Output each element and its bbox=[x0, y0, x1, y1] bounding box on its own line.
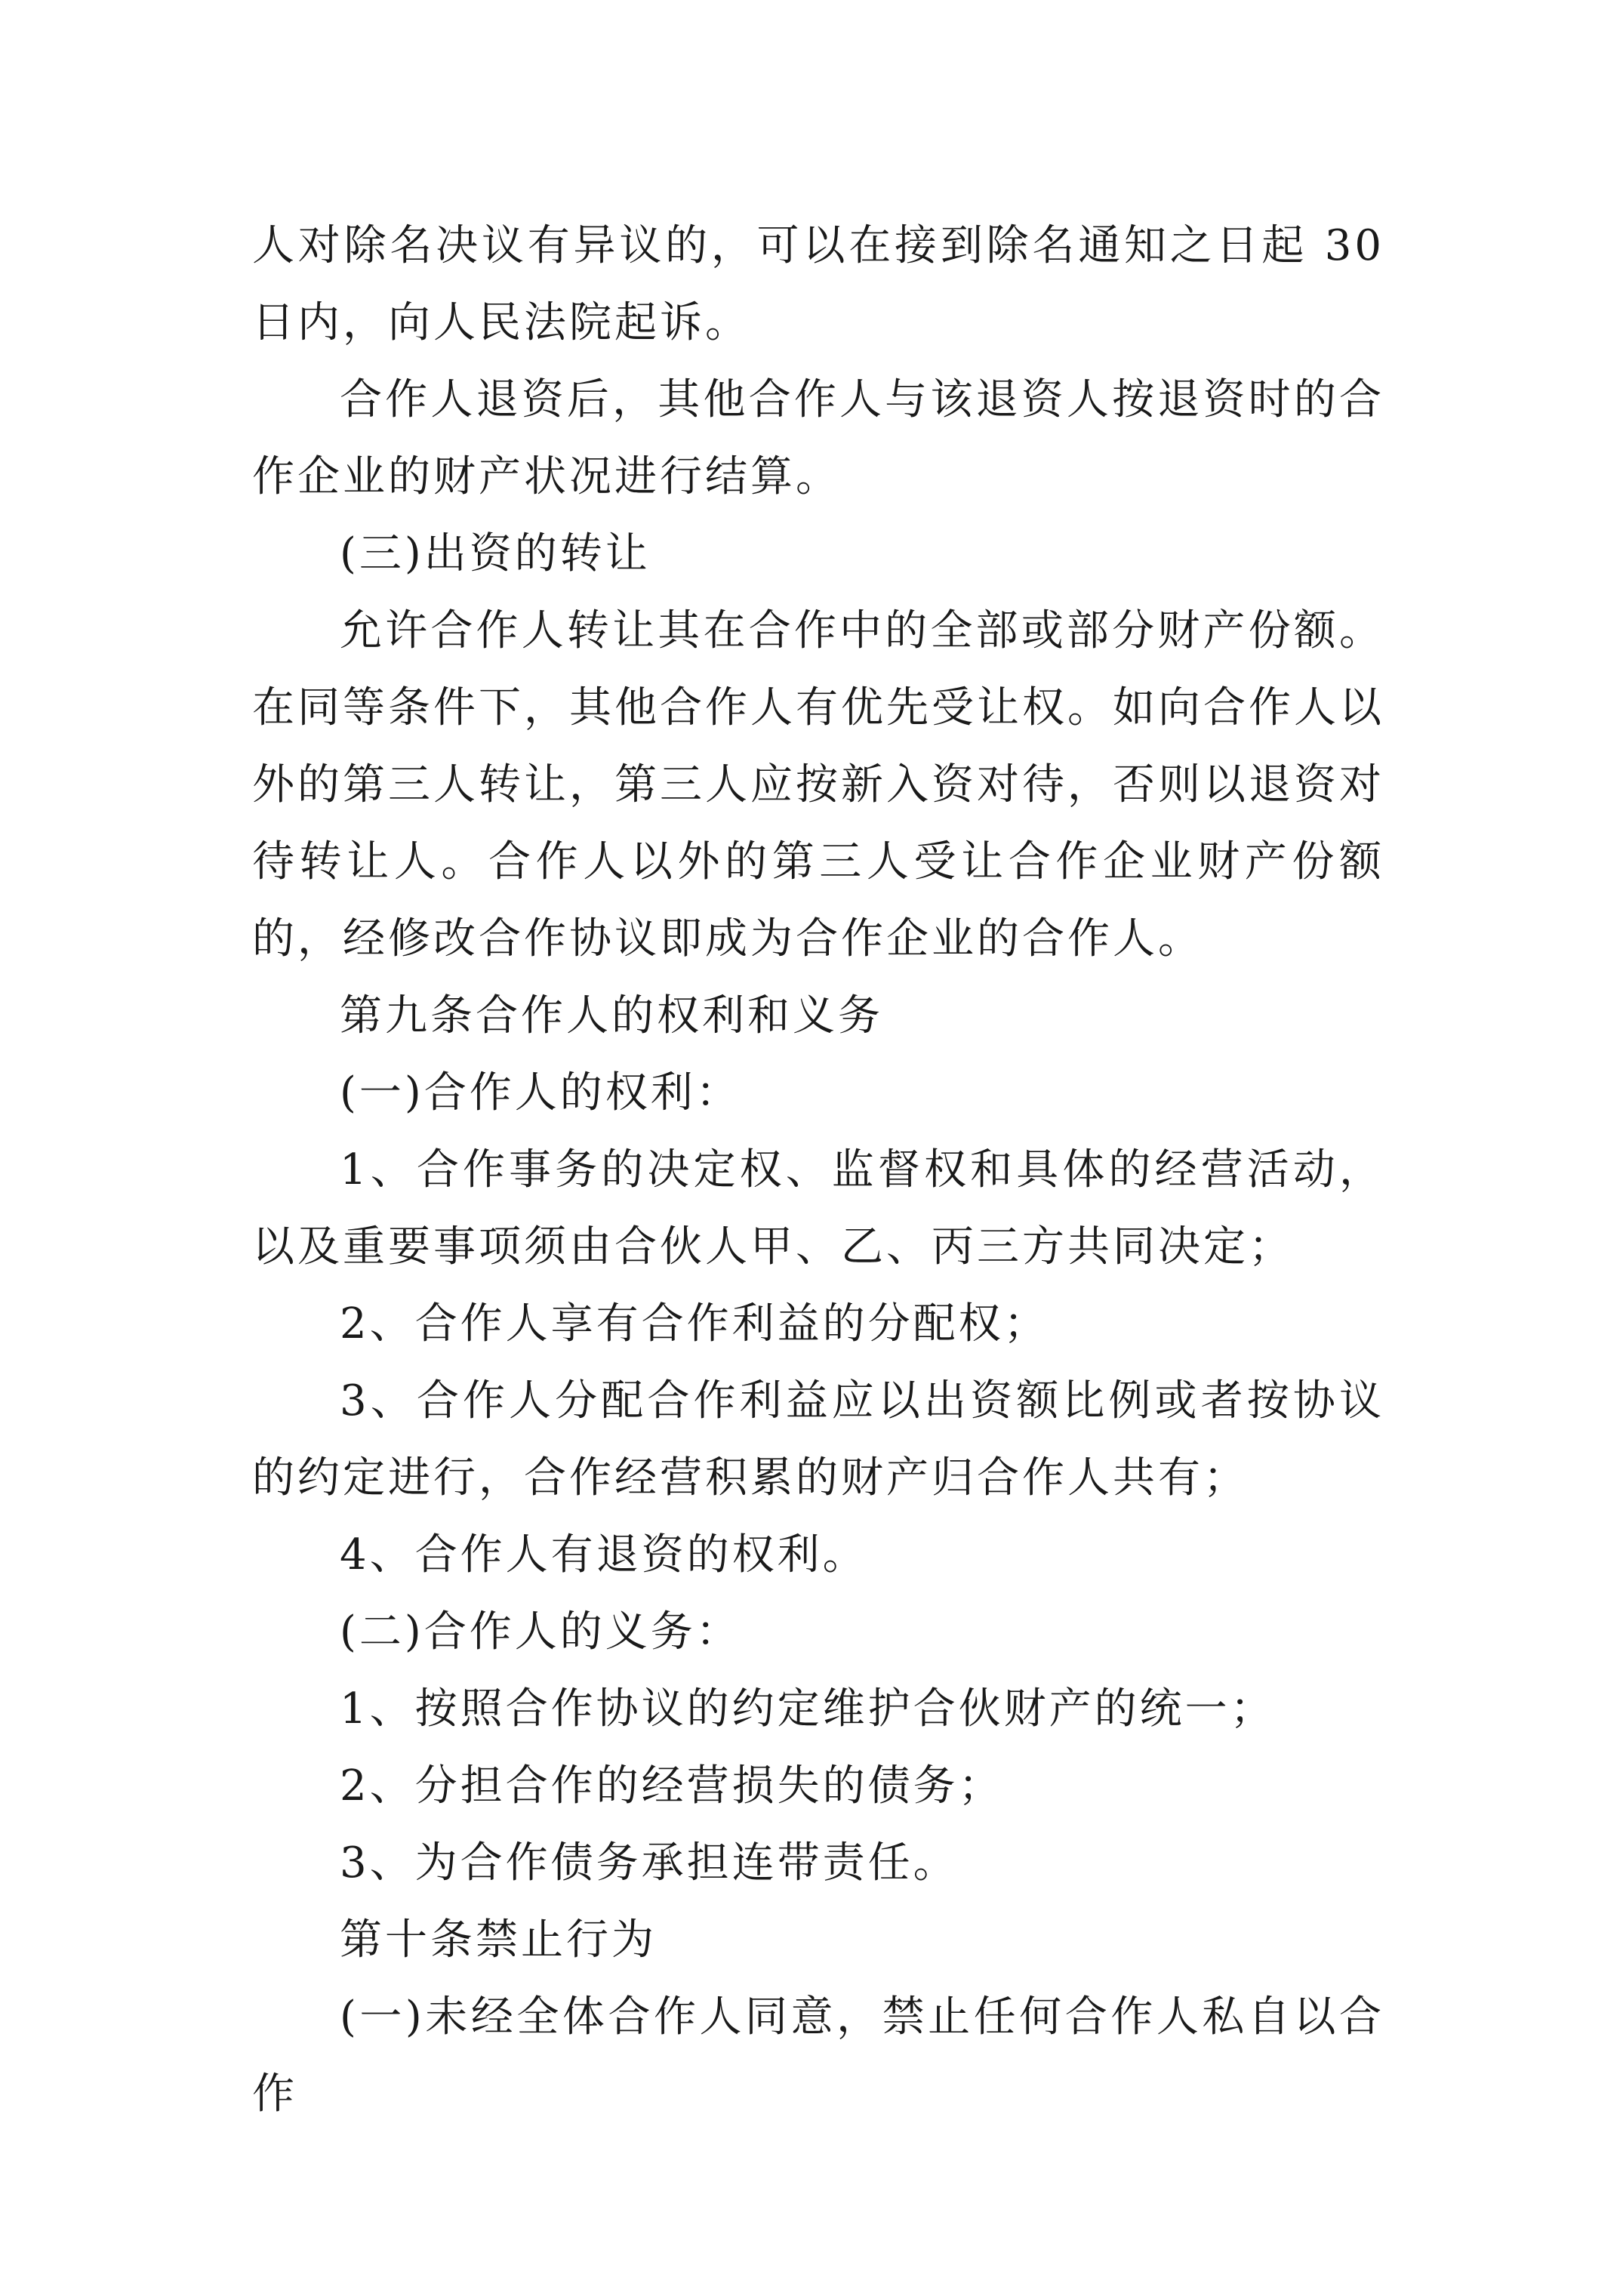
document-body bbox=[252, 208, 1384, 2133]
obligations-item-1: 1、按照合作协议的约定维护合伙财产的统一； bbox=[340, 1684, 1276, 1734]
rights-item-1: 1、合作事务的决定权、监督权和具体的经营活动，以及重要事项须由合伙人甲、乙、丙三方共同决定； bbox=[252, 1145, 1384, 1271]
obligations-item-3: 3、为合作债务承担连带责任。 bbox=[340, 1838, 959, 1888]
rights-item-4: 4、合作人有退资的权利。 bbox=[340, 1530, 868, 1579]
section-heading-transfer: (三)出资的转让 bbox=[340, 529, 651, 578]
rights-heading: (一)合作人的权利： bbox=[340, 1068, 741, 1117]
paragraph-4: 允许合作人转让其在合作中的全部或部分财产份额。在同等条件下，其他合作人有优先受让权。如向合作人以外的第三人转让，第三人应按新入资对待，否则以退资对待转让人。合作人以外的第三人受让合作企业财产份额的，经修改合作协议即成为合作企业的合作人。 bbox=[252, 606, 1384, 963]
rights-item-3: 3、合作人分配合作利益应以出资额比例或者按协议的约定进行，合作经营积累的财产归合作人共有； bbox=[252, 1376, 1384, 1502]
prohibited-item-1: (一)未经全体合作人同意，禁止任何合作人私自以合作 bbox=[252, 1992, 1384, 2119]
obligations-item-2: 2、分担合作的经营损失的债务； bbox=[340, 1761, 1004, 1811]
rights-item-2: 2、合作人享有合作利益的分配权； bbox=[340, 1299, 1049, 1348]
article-9-heading: 第九条合作人的权利和义务 bbox=[340, 991, 883, 1040]
paragraph-2: 合作人退资后，其他合作人与该退资人按退资时的合作企业的财产状况进行结算。 bbox=[252, 375, 1384, 501]
paragraph-1: 人对除名决议有异议的，可以在接到除名通知之日起 30 日内，向人民法院起诉。 bbox=[252, 221, 1384, 347]
obligations-heading: (二)合作人的义务： bbox=[340, 1607, 741, 1657]
article-10-heading: 第十条禁止行为 bbox=[340, 1915, 657, 1965]
